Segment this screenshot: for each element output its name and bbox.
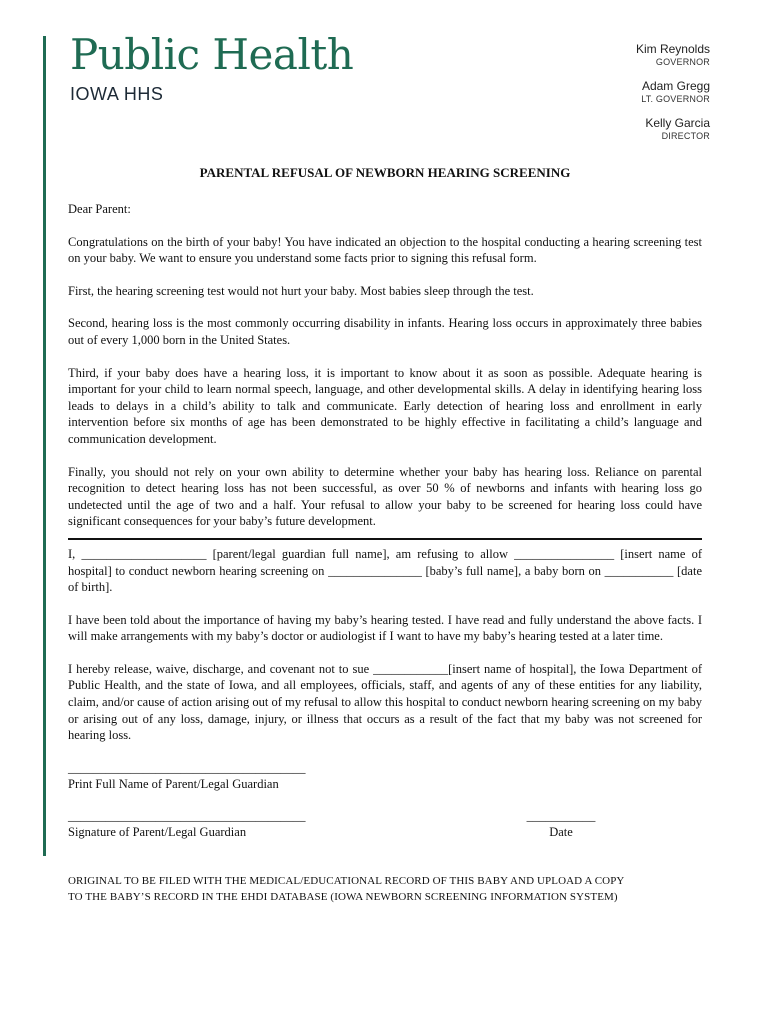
acknowledgment-paragraph: I have been told about the importance of having my baby’s hearing tested. I have read and fully understand the above facts. I will make arrangements with my baby’s doctor or audiologist if I want to have my baby’s hearing tested at a later time. [68,612,702,644]
date-line[interactable]: ___________ [526,808,596,823]
paragraph-second: Second, hearing loss is the most commonly occurring disability in infants. Hearing loss occurs in approximately three babies out of every 1,000 born in the United States. [68,316,702,347]
signature-row [68,808,702,840]
filing-instructions-line-1: ORIGINAL TO BE FILED WITH THE MEDICAL/EDUCATIONAL RECORD OF THIS BABY AND UPLOAD A COPY [68,875,625,887]
logo-subtitle: IOWA HHS [70,84,164,104]
paragraph-intro: Congratulations on the birth of your baby! You have indicated an objection to the hospital conducting a hearing screening test on your baby. We want to ensure you understand some facts prior to signing this refusal form. [68,234,702,266]
official-title: GOVERNOR [655,57,710,67]
date-label: Date [549,824,573,839]
document-title: PARENTAL REFUSAL OF NEWBORN HEARING SCREENING [199,165,571,180]
signature-line[interactable]: ______________________________________ [68,808,306,823]
logo-title: Public Health [70,30,354,79]
official-director [550,116,710,142]
paragraph-finally: Finally, you should not rely on your own ability to determine whether your baby has hearing loss. Reliance on parental recognition to detect hearing loss has not been successful, as over 50 % of newborns and infants with hearing loss go undetected until the age of two and a half. Your refusal to allow your baby to be screened for hearing loss could have significant consequences for your baby’s future development. [68,464,702,529]
public-health-logo [70,30,353,104]
header-accent-bar [43,36,46,856]
paragraph-first: First, the hearing screening test would not hurt your baby. Most babies sleep through the test. [68,283,534,298]
print-name-label: Print Full Name of Parent/Legal Guardian [68,776,279,791]
salutation: Dear Parent: [68,202,131,216]
signature-block [68,760,702,840]
refusal-statement: I, ____________________ [parent/legal guardian full name], am refusing to allow ________________ [insert name of hospital] to conduct newborn hearing screening on _______________ [baby’s full name], a baby born on ___________ [date of birth]. [68,546,702,595]
print-name-line[interactable]: ______________________________________ [68,760,306,775]
official-name: Kelly Garcia [645,116,710,130]
official-name: Adam Gregg [641,79,710,93]
official-title: LT. GOVERNOR [641,94,710,104]
official-name: Kim Reynolds [635,42,710,56]
officials-list [550,42,710,153]
section-divider [68,538,702,540]
paragraph-third: Third, if your baby does have a hearing loss, it is important to know about it as soon as possible. Adequate hearing is important for your child to learn normal speech, language, and other developmental skills. A delay in identifying hearing loss leads to delays in a child’s ability to talk and communicate. Early detection of hearing loss and enrollment in early intervention before six months of age has been demonstrated to be highly effective in facilitating a child’s language and communication development. [68,365,702,446]
official-lt-governor [550,79,710,105]
document-body [68,201,702,840]
official-title: DIRECTOR [661,131,710,141]
filing-instructions-line-2: TO THE BABY’S RECORD IN THE EHDI DATABASE (IOWA NEWBORN SCREENING INFORMATION SYSTEM) [68,891,618,903]
signature-label: Signature of Parent/Legal Guardian [68,824,247,839]
filing-instructions [68,873,708,905]
release-paragraph: I hereby release, waive, discharge, and covenant not to sue ____________[insert name of hospital], the Iowa Department of Public Health, and the state of Iowa, and all employees, officials, staff, and agents of any of these entities for any liability, claim, and/or cause of action arising out of my refusal to allow this hospital to conduct newborn hearing screening on my baby or arising out of any loss, damage, injury, or illness that occurs as a result of the fact that my baby was not screened for hearing loss. [68,661,702,743]
official-governor [550,42,710,68]
